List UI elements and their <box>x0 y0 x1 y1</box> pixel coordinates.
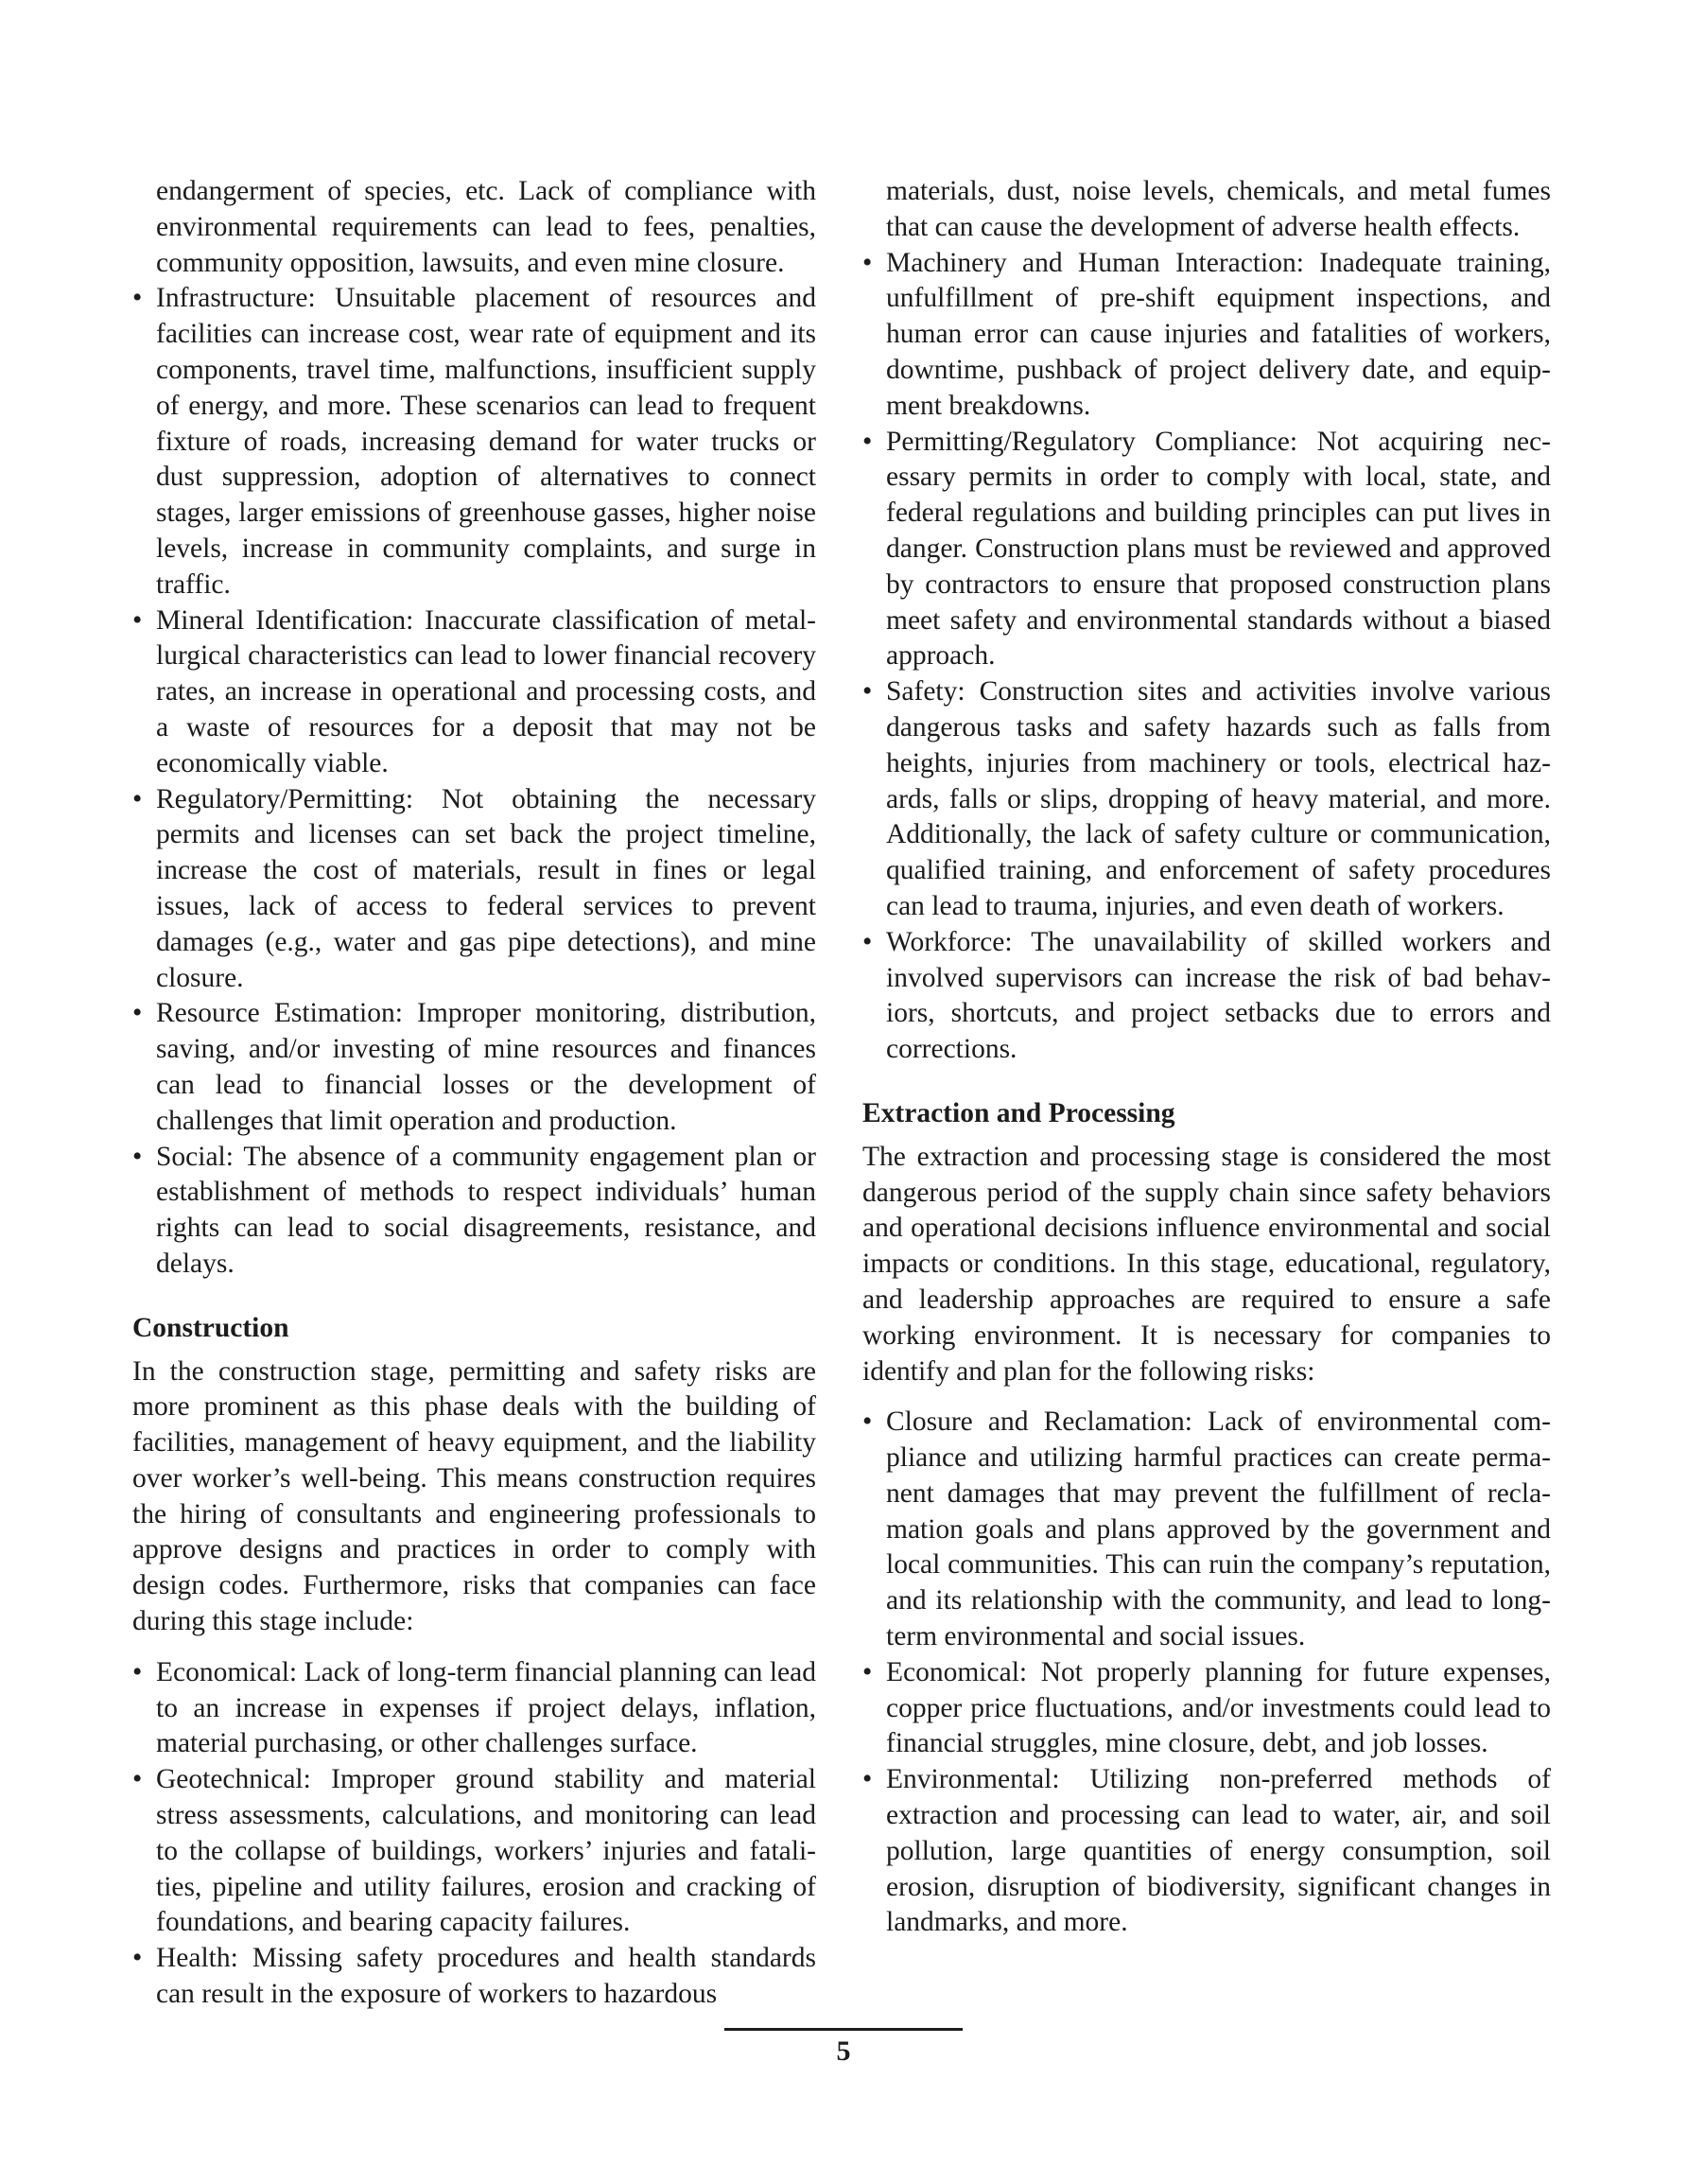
risk-list-extraction <box>862 1405 1551 1941</box>
list-item-environmental: • Environmental: Utilizing non-preferred methods of extraction and processing can lead to water, air, and soil pollution, large quantities of energy consumption, soil erosion, disruption of biodiversity, significant changes in landmarks, and more. <box>862 1762 1551 1941</box>
left-continuation-text: endangerment of species, etc. Lack of compliance with environmental requirements can lead to fees, penalties, community opposition, lawsuits, and even mine closure. <box>156 176 816 278</box>
extraction-intro-paragraph: The extraction and processing stage is considered the most dangerous period of the supply chain since safety behaviors and operational decisions influence environmental and social impacts or conditions. In this stage, educational, regulatory, and leadership approaches are required to ensure a safe working environment. It is necessary for companies to identify and plan for the following risks: <box>862 1141 1551 1387</box>
list-item-health: • Health: Missing safety procedures and health standards can result in the exposure of workers to hazardous <box>132 1941 816 2013</box>
risk-list-planning <box>132 281 816 1282</box>
list-item-safety: • Safety: Construction sites and activities involve various dangerous tasks and safety hazards such as falls from heights, injuries from machinery or tools, electrical hazards, falls or slips, dropping of heavy material, and more. Additionally, the lack of safety culture or communication, qualified training, and enforcement of safety procedures can lead to trauma, injuries, and even death of workers. <box>862 674 1551 925</box>
list-item-geotechnical: • Geotechnical: Improper ground stability and material stress assessments, calculations, and monitoring can lead to the collapse of buildings, workers’ injuries and fatalities, pipeline and utility failures, erosion and cracking of foundations, and bearing capacity failures. <box>132 1762 816 1941</box>
list-item-infrastructure: • Infrastructure: Unsuitable placement of resources and facilities can increase cost, wear rate of equipment and its components, travel time, malfunctions, insufficient supply of energy, and more. These scenarios can lead to frequent fixture of roads, increasing demand for water trucks or dust suppression, adoption of alternatives to connect stages, larger emissions of greenhouse gasses, higher noise levels, increase in community complaints, and surge in traffic. <box>132 281 816 603</box>
list-item-mineral-identification: • Mineral Identification: Inaccurate classification of metallurgical characteristics can lead to lower financial recovery rates, an increase in operational and processing costs, and a waste of resources for a deposit that may not be economically viable. <box>132 603 816 782</box>
list-item-economical-extraction: • Economical: Not properly planning for future expenses, copper price fluctuations, and/or investments could lead to financial struggles, mine closure, debt, and job losses. <box>862 1655 1551 1762</box>
list-item-workforce: • Workforce: The unavailability of skilled workers and involved supervisors can increase the risk of bad behaviors, shortcuts, and project setbacks due to errors and corrections. <box>862 925 1551 1068</box>
left-column <box>132 174 816 2013</box>
risk-list-construction <box>132 1655 816 2013</box>
right-continuation-text: materials, dust, noise levels, chemicals, and metal fumes that can cause the development of adverse health effects. <box>886 176 1551 242</box>
section-heading-construction: Construction <box>132 1312 289 1343</box>
page-number: 5 <box>836 2035 851 2067</box>
list-item-closure-reclamation: • Closure and Reclamation: Lack of environmental compliance and utilizing harmful practices can create permanent damages that may prevent the fulfillment of reclamation goals and plans approved by the government and local communities. This can ruin the company’s reputation, and its relationship with the community, and lead to long-term environmental and social issues. <box>862 1405 1551 1655</box>
list-item-economical: • Economical: Lack of long-term financial planning can lead to an increase in expenses if project delays, inflation, material purchasing, or other challenges surface. <box>132 1655 816 1762</box>
list-item-resource-estimation: • Resource Estimation: Improper monitoring, distribution, saving, and/or investing of mine resources and finances can lead to financial losses or the development of challenges that limit operation and production. <box>132 996 816 1139</box>
construction-intro-paragraph: In the construction stage, permitting and safety risks are more prominent as this phase deals with the building of facilities, management of heavy equipment, and the liability over worker’s well-being. This means construction requires the hiring of consultants and engineering professionals to approve designs and practices in order to comply with design codes. Furthermore, risks that companies can face during this stage include: <box>132 1355 816 1637</box>
risk-list-construction-continued <box>862 246 1551 1068</box>
list-item-machinery-human-interaction: • Machinery and Human Interaction: Inadequate training, unfulfillment of pre-shift equipment inspections, and human error can cause injuries and fatalities of workers, downtime, pushback of project delivery date, and equipment breakdowns. <box>862 246 1551 425</box>
list-item-permitting-regulatory-compliance: • Permitting/Regulatory Compliance: Not acquiring necessary permits in order to comply with local, state, and federal regulations and building principles can put lives in danger. Construction plans must be reviewed and approved by contractors to ensure that proposed construction plans meet safety and environmental standards without a biased approach. <box>862 425 1551 675</box>
list-item-regulatory-permitting: • Regulatory/Permitting: Not obtaining the necessary permits and licenses can set back the project timeline, increase the cost of materials, result in fines or legal issues, lack of access to federal services to prevent damages (e.g., water and gas pipe detections), and mine closure. <box>132 782 816 997</box>
footer-divider <box>724 2028 963 2031</box>
list-item-social: • Social: The absence of a community engagement plan or establishment of methods to respect individuals’ human rights can lead to social disagreements, resistance, and delays. <box>132 1140 816 1283</box>
section-heading-extraction-processing: Extraction and Processing <box>862 1097 1175 1128</box>
right-column <box>862 174 1551 1941</box>
